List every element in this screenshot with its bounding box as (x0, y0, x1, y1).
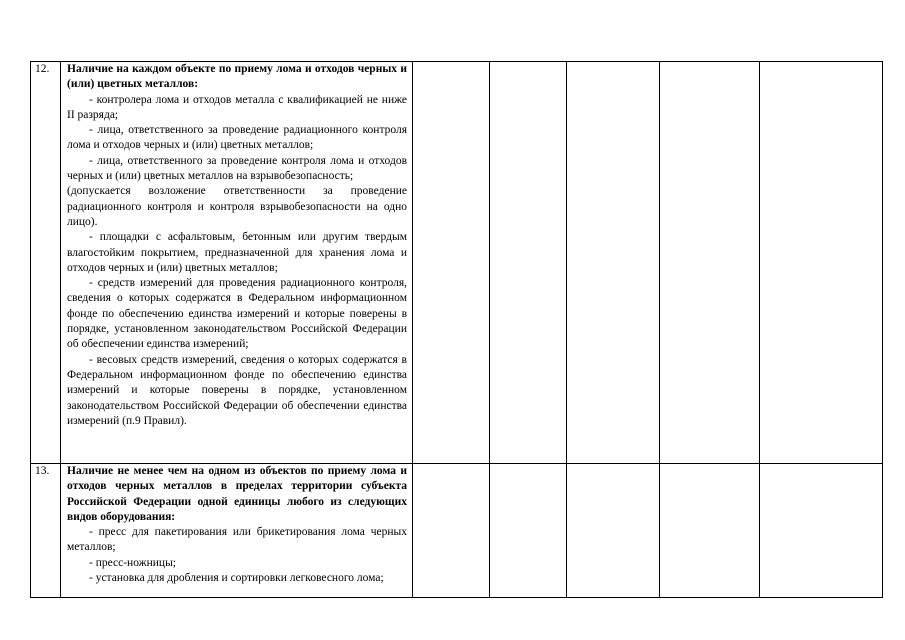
requirement-item: - лица, ответственного за проведение радиационного контроля лома и отходов черных и (или) цветных металлов; (67, 124, 407, 152)
requirement-text (67, 62, 407, 429)
answer-cell[interactable] (490, 62, 567, 464)
answer-cell[interactable] (760, 62, 883, 464)
requirement-heading: Наличие на каждом объекте по приему лома и отходов черных и (или) цветных металлов: (67, 63, 407, 91)
answer-cell[interactable] (660, 464, 760, 598)
row-number: 12. (35, 63, 50, 75)
answer-cell[interactable] (567, 62, 660, 464)
requirement-text (67, 464, 407, 597)
table-row (31, 464, 883, 598)
requirement-item: - средств измерений для проведения радиационного контроля, сведения о которых содержатся в Федеральном информационном фонде по обеспечению единства измерений и которые поверены в порядке, установленном законодательством Российской Федерации об обеспечении единства измерений; (67, 277, 407, 351)
requirement-item: - весовых средств измерений, сведения о которых содержатся в Федеральном информационном фонде по обеспечению единства измерений и которые поверены в порядке, установленном законодательством Российской Федерации об обеспечении единства измерений (п.9 Правил). (67, 353, 407, 427)
answer-cell[interactable] (660, 62, 760, 464)
answer-cell[interactable] (567, 464, 660, 598)
requirement-item: - лица, ответственного за проведение контроля лома и отходов черных и (или) цветных металлов на взрывобезопасность; (67, 154, 407, 183)
requirement-cell (61, 464, 413, 598)
table-row (31, 62, 883, 464)
answer-cell[interactable] (760, 464, 883, 598)
requirement-cell (61, 62, 413, 464)
checklist-table (30, 61, 883, 598)
requirement-item: - контролера лома и отходов металла с квалификацией не ниже II разряда; (67, 93, 407, 121)
requirement-item: - пресс-ножницы; (89, 556, 176, 569)
row-number-cell (31, 464, 61, 598)
requirement-note: (допускается возложение ответственности за проведение радиационного контроля и контроля взрывобезопасности на одно лицо). (67, 185, 407, 228)
requirement-heading: Наличие не менее чем на одном из объектов по приему лома и отходов черных металлов в пределах территории субъекта Российской Федерации одной единицы любого из следующих видов оборудования: (67, 465, 407, 523)
answer-cell[interactable] (490, 464, 567, 598)
row-number: 13. (35, 465, 50, 477)
requirement-item: - пресс для пакетирования или брикетирования лома черных металлов; (67, 526, 407, 554)
answer-cell[interactable] (413, 464, 490, 598)
requirement-item: - установка для дробления и сортировки легковесного лома; (89, 572, 384, 585)
row-number-cell (31, 62, 61, 464)
requirement-item: - площадки с асфальтовым, бетонным или другим твердым влагостойким покрытием, предназначенной для хранения лома и отходов черных и (или) цветных металлов; (67, 231, 407, 274)
answer-cell[interactable] (413, 62, 490, 464)
